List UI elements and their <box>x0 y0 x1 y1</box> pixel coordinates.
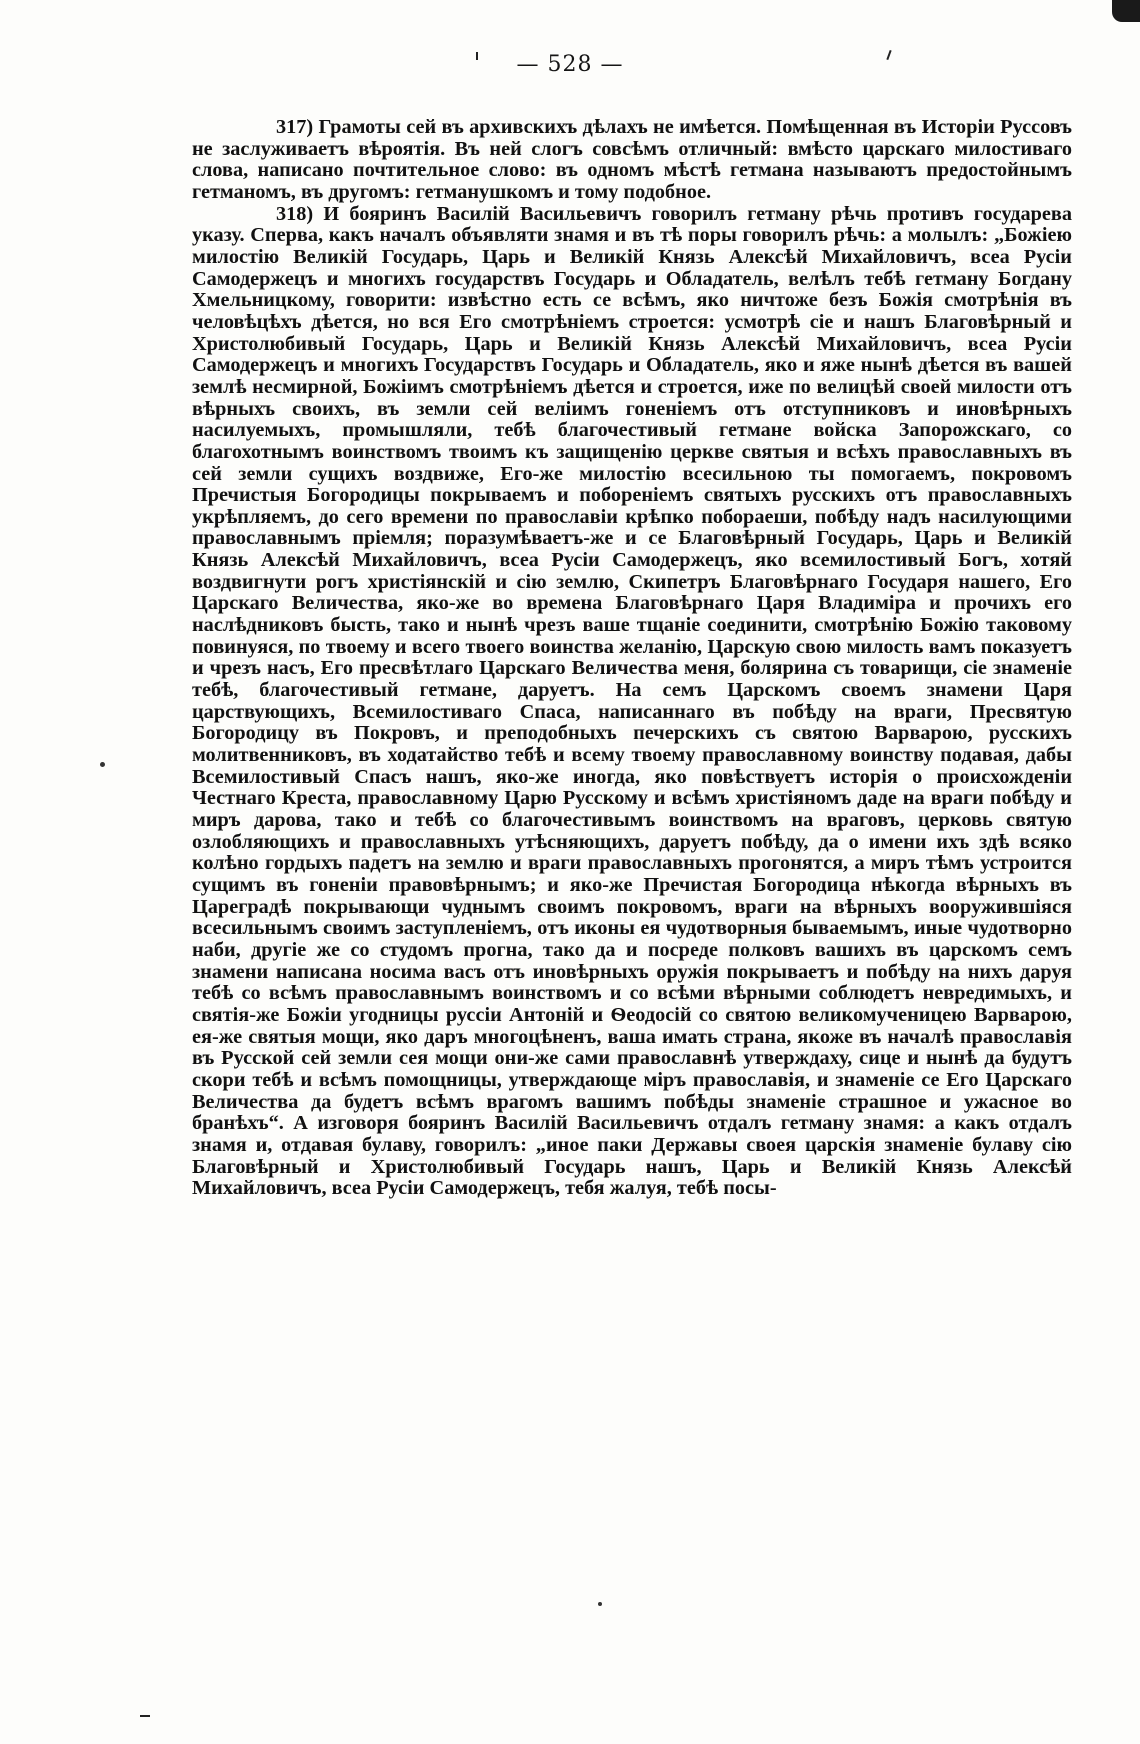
scan-corner-mark <box>1112 0 1140 22</box>
scan-tick-mark <box>140 1715 150 1717</box>
page-number: — 528 — <box>516 52 624 77</box>
footnote-317: 317) Грамоты сей въ архивскихъ дѣлахъ не имѣется. Помѣщенная въ Исторіи Руссовъ не заслуживаетъ вѣроятія. Въ ней слогъ совсѣмъ отличный: вмѣсто царскаго милостиваго слова, написано почтительное слово: въ одномъ мѣстѣ гетмана называютъ предостойнымъ гетманомъ, въ другомъ: гетманушкомъ и тому подобное. <box>192 116 1072 203</box>
footnotes-body <box>192 117 1072 1200</box>
footnote-318: 318) И бояринъ Василій Васильевичъ говорилъ гетману рѣчь противъ государева указу. Сперва, какъ началъ объявляти знамя и въ тѣ поры говорилъ рѣчь: а молылъ: „Божіею милостію Великій Государь, Царь и Великій Князь Алексѣй Михайловичъ, всеа Русіи Самодержецъ и многихъ государствъ Государь и Обладатель, велѣлъ тебѣ гетману Богдану Хмельницкому, говорити: извѣстно есть се всѣмъ, яко ничтоже безъ Божія смотрѣнія въ человѣцѣхъ дѣется, но вся Его смотрѣніемъ строется: усмотрѣ сіе и нашъ Благовѣрный и Христолюбивый Государь, Царь и Великій Князь Алексѣй Михайловичъ, всеа Русіи Самодержецъ и многихъ Государствъ Государь и Обладатель, яко и яже нынѣ дѣется въ вашей землѣ несмирной, Божіимъ смотрѣніемъ дѣется и строется, иже по велицѣй своей милости отъ вѣрныхъ своихъ, въ земли сей веліимъ гоненіемъ отъ отступниковъ и иновѣрныхъ насилуемыхъ, промышляли, тебѣ благочестивый гетмане войска Запорожскаго, со благохотнымъ воинствомъ твоимъ къ защищенію церкве святыя и всѣхъ православныхъ въ сей земли сущихъ воздвиже, Его-же милостію всесильною ты помогаемъ, покровомъ Пречистыя Богородицы покрываемъ и побореніемъ святыхъ русскихъ отъ православныхъ укрѣпляемъ, до сего времени по православіи крѣпко побораеши, побѣду надъ насилующими православнымъ пріемля; поразумѣваетъ-же и се Благовѣрный Государь, Царь и Великій Князь Алексѣй Михайловичъ, всеа Русіи Самодержецъ, яко всемилостивый Богъ, хотяй воздвигнути рогъ христіянскій и сію землю, Скипетръ Благовѣрнаго Государя нашего, Его Царскаго Величества, яко-же во времена Благовѣрнаго Царя Владиміра и прочихъ его наслѣдниковъ бысть, тако и нынѣ чрезъ ваше тщаніе соединити, смотрѣнію Божію таковому повинуяся, по твоему и всего твоего воинства желанію, Царскую свою милость вамъ показуетъ и чрезъ насъ, Его пресвѣтлаго Царскаго Величества меня, болярина съ товарищи, сіе знаменіе тебѣ, благочестивый гетмане, даруетъ. На семъ Царскомъ своемъ знамени Царя царствующихъ, Всемилостиваго Спаса, написаннаго въ побѣду на враги, Пресвятую Богородицу въ Покровъ, и преподобныхъ печерскихъ съ святою Варварою, русскихъ молитвенниковъ, въ ходатайство тебѣ и всему твоему православному воинству подавая, дабы Всемилостивый Спасъ нашъ, яко-же иногда, яко повѣствуетъ исторія о происхожденіи Честнаго Креста, православному Царю Русскому и всѣмъ христіяномъ даде на враги побѣду и миръ дарова, тако и тебѣ со благочестивымъ воинствомъ на враговъ, церковь святую озлобляющихъ и православныхъ утѣсняющихъ, даруетъ побѣду, да о имени ихъ здѣ всяко колѣно гордыхъ падетъ на землю и враги православныхъ прогонятся, а миръ тѣмъ устроится сущимъ въ гоненіи правовѣрнымъ; и яко-же Пречистая Богородица нѣкогда вѣрныхъ въ Цареградѣ покрывающи чуднымъ своимъ покровомъ, враги на вѣрныхъ вооружившіяся всесильнымъ своимъ заступленіемъ, отъ иконы ея чудотворныя бываемымъ, иные чудотворно наби, другіе же со студомъ прогна, тако да и посреде полковъ вашихъ въ царскомъ семъ знамени написана носима васъ отъ иновѣрныхъ оружія покрываетъ и побѣду на нихъ даруя тебѣ со всѣмъ православнымъ воинствомъ и со всѣми вѣрными соблюдетъ невредимыхъ, и святія-же Божіи угодницы руссіи Антоній и Ѳеодосій со святою великомученицею Варварою, ея-же святыя мощи, яко даръ многоцѣненъ, ваша имать страна, якоже въ началѣ православія въ Русской сей земли сея мощи они-же сами православнѣ утверждаху, сице и нынѣ да будутъ скори тебѣ и всѣмъ помощницы, утверждающе міръ православія, и знаменіе се Его Царскаго Величества да будетъ всѣмъ врагомъ вашимъ побѣды знаменіе страшное и ужасное во бранѣхъ“. А изговоря бояринъ Василій Васильевичъ отдалъ гетману знамя: а какъ отдалъ знамя и, отдавая булаву, говорилъ: „иное паки Державы своея царскія знаменіе булаву сію Благовѣрный и Христолюбивый Государь нашъ, Царь и Великій Князь Алексѣй Михайловичъ, всеа Русіи Самодержецъ, тебя жалуя, тебѣ посы- <box>192 202 1072 1200</box>
scan-speck <box>100 762 105 767</box>
scan-speck <box>598 1602 602 1606</box>
